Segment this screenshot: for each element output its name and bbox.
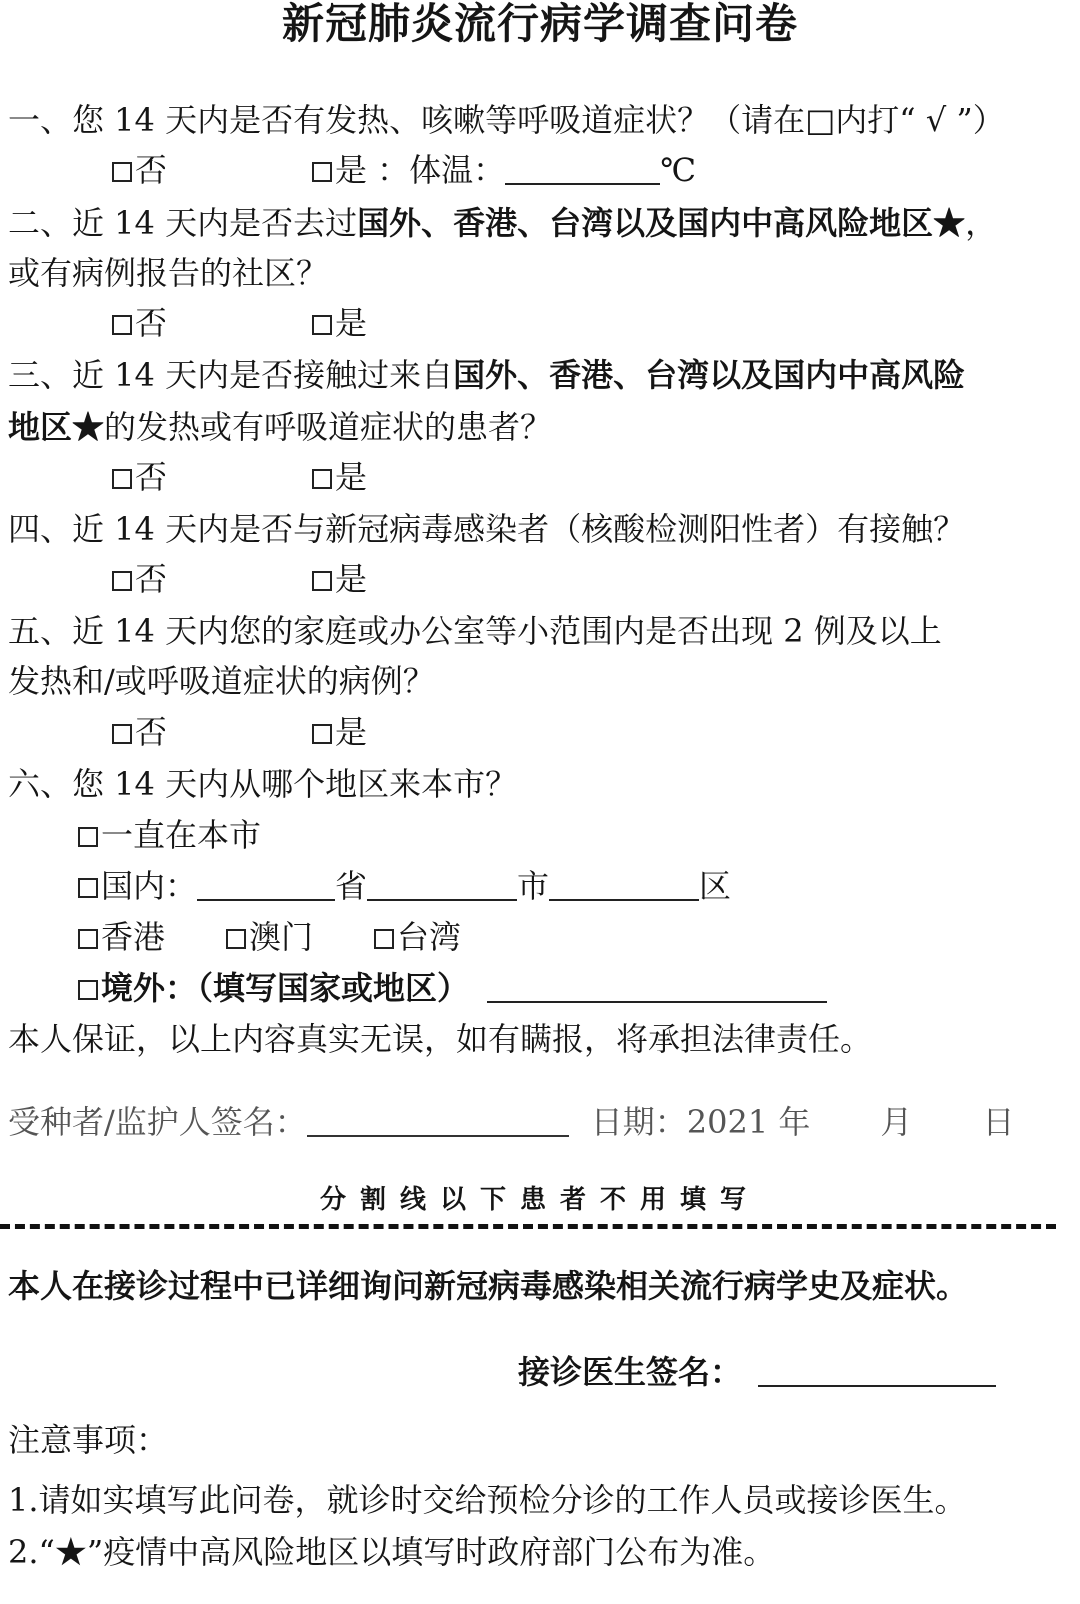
q6-local-option[interactable]: 一直在本市 <box>78 815 261 855</box>
question-2-line-2: 或有病例报告的社区？ <box>8 254 329 292</box>
checkbox-icon[interactable] <box>112 571 132 591</box>
q6-hongkong-option[interactable]: 香港 <box>78 917 165 957</box>
question-1-text: 一、您 14 天内是否有发热、咳嗽等呼吸道症状？（请在□内打“ √ ”） <box>8 101 1005 139</box>
doctor-signature-label: 接诊医生签名： <box>518 1353 743 1391</box>
q1-yes-option[interactable]: 是 ：体温： ℃ <box>312 150 696 190</box>
patient-signature-row <box>8 1102 1014 1142</box>
q1-no-option[interactable]: 否 <box>112 150 167 190</box>
checkbox-icon[interactable] <box>226 929 246 949</box>
question-5-options <box>112 712 512 752</box>
question-4-options <box>112 559 512 599</box>
date-label: 日期：2021 年 <box>590 1103 811 1141</box>
month-label: 月 <box>880 1103 913 1141</box>
q3-yes-option[interactable]: 是 <box>312 457 367 497</box>
question-1-options <box>112 150 812 190</box>
question-3-options <box>112 457 512 497</box>
temperature-field[interactable] <box>505 155 660 185</box>
doctor-statement: 本人在接诊过程中已详细询问新冠病毒感染相关流行病学史及症状。 <box>8 1267 969 1305</box>
question-4-text: 四、近 14 天内是否与新冠病毒感染者（核酸检测阳性者）有接触？ <box>8 510 966 548</box>
q6-abroad-option[interactable]: 境外：（填写国家或地区） <box>78 968 827 1008</box>
checkbox-icon[interactable] <box>312 469 332 489</box>
doctor-signature-row <box>518 1352 996 1392</box>
dashed-divider <box>0 1224 1056 1229</box>
question-3-line-2: 地区★的发热或有呼吸道症状的患者？ <box>8 408 553 446</box>
checkbox-icon[interactable] <box>112 724 132 744</box>
question-5-line-2: 发热和/或呼吸道症状的病例？ <box>8 662 435 700</box>
checkbox-icon[interactable] <box>78 929 98 949</box>
checkbox-icon[interactable] <box>112 162 132 182</box>
question-5-line-1: 五、近 14 天内您的家庭或办公室等小范围内是否出现 2 例及以上 <box>8 612 942 650</box>
q5-yes-option[interactable]: 是 <box>312 712 367 752</box>
province-field[interactable] <box>197 871 335 901</box>
doctor-signature-field[interactable] <box>758 1357 996 1387</box>
checkbox-icon[interactable] <box>374 929 394 949</box>
checkbox-icon[interactable] <box>78 878 98 898</box>
q6-region-options <box>78 917 558 957</box>
checkbox-icon[interactable] <box>78 827 98 847</box>
q6-taiwan-option[interactable]: 台湾 <box>374 917 461 957</box>
checkbox-icon[interactable] <box>312 315 332 335</box>
country-field[interactable] <box>487 973 827 1003</box>
patient-signature-label: 受种者/监护人签名： <box>8 1103 307 1141</box>
pledge-statement: 本人保证，以上内容真实无误，如有瞒报，将承担法律责任。 <box>8 1020 873 1058</box>
note-item-2: 2.“★”疫情中高风险地区以填写时政府部门公布为准。 <box>8 1533 776 1571</box>
checkbox-icon[interactable] <box>112 469 132 489</box>
city-field[interactable] <box>367 871 517 901</box>
document-title: 新冠肺炎流行病学调查问卷 <box>281 0 798 48</box>
question-2-options <box>112 303 512 343</box>
checkbox-icon[interactable] <box>312 571 332 591</box>
day-label: 日 <box>982 1103 1015 1141</box>
q5-no-option[interactable]: 否 <box>112 712 167 752</box>
q6-macau-option[interactable]: 澳门 <box>226 917 313 957</box>
q2-yes-option[interactable]: 是 <box>312 303 367 343</box>
q4-yes-option[interactable]: 是 <box>312 559 367 599</box>
q4-no-option[interactable]: 否 <box>112 559 167 599</box>
q6-domestic-option[interactable]: 国内： 省 市 区 <box>78 866 731 906</box>
checkbox-icon[interactable] <box>312 724 332 744</box>
question-3-line-1: 三、近 14 天内是否接触过来自国外、香港、台湾以及国内中高风险 <box>8 356 966 394</box>
divider-caption: 分割线以下患者不用填写 <box>319 1185 760 1215</box>
patient-signature-field[interactable] <box>307 1107 569 1137</box>
checkbox-icon[interactable] <box>78 980 98 1000</box>
district-field[interactable] <box>549 871 699 901</box>
q2-no-option[interactable]: 否 <box>112 303 167 343</box>
question-2-line-1: 二、近 14 天内是否去过国外、香港、台湾以及国内中高风险地区★， <box>8 204 998 242</box>
note-item-1: 1.请如实填写此问卷，就诊时交给预检分诊的工作人员或接诊医生。 <box>8 1481 967 1519</box>
checkbox-icon[interactable] <box>312 162 332 182</box>
checkbox-icon[interactable] <box>112 315 132 335</box>
q3-no-option[interactable]: 否 <box>112 457 167 497</box>
notes-heading: 注意事项： <box>8 1421 169 1459</box>
question-6-text: 六、您 14 天内从哪个地区来本市？ <box>8 765 518 803</box>
